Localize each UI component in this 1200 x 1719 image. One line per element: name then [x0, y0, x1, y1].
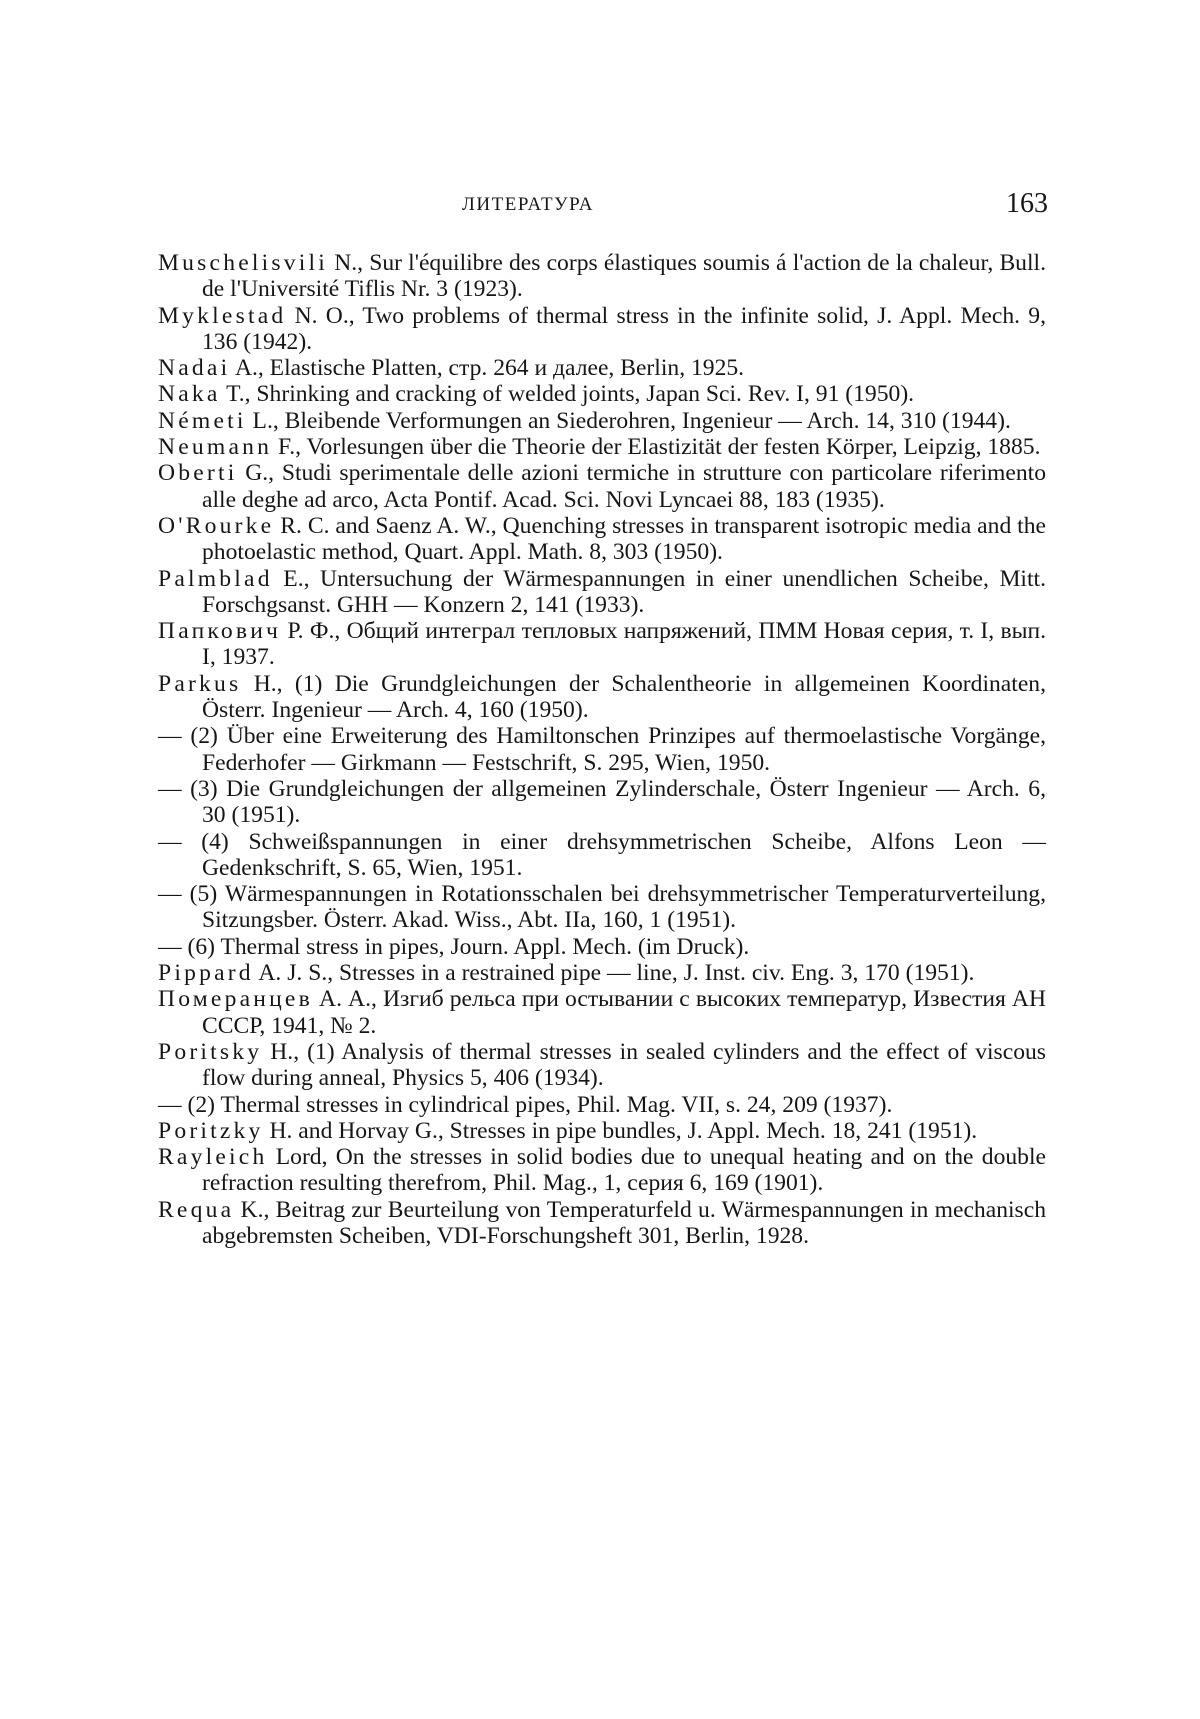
reference-entry	[158, 460, 1046, 513]
reference-entry	[158, 1144, 1046, 1197]
reference-entry	[158, 434, 1046, 460]
reference-entry	[158, 513, 1046, 566]
reference-text: H. and Horvay G., Stresses in pipe bundles, J. Appl. Mech. 18, 241 (1951).	[263, 1117, 978, 1144]
reference-entry	[158, 1118, 1046, 1144]
reference-text: — (2) Thermal stresses in cylindrical pipes, Phil. Mag. VII, s. 24, 209 (1937).	[158, 1091, 893, 1118]
reference-text: N., Sur l'équilibre des corps élastiques soumis á l'action de la chaleur, Bull. de l'Université Tiflis Nr. 3 (1923).	[202, 250, 1046, 303]
reference-author: O'Rourke	[158, 512, 275, 539]
reference-text: E., Untersuchung der Wärmespannungen in einer unendlichen Scheibe, Mitt. Forschgsanst. GHH — Konzern 2, 141 (1933).	[202, 565, 1046, 618]
reference-author: Poritsky	[158, 1038, 263, 1065]
reference-author: Myklestad	[158, 302, 287, 329]
reference-entry	[158, 566, 1046, 619]
reference-text: L., Bleibende Verformungen an Siederohren, Ingenieur — Arch. 14, 310 (1944).	[246, 407, 1011, 434]
reference-text: Lord, On the stresses in solid bodies due to unequal heating and on the double refraction resulting therefrom, Phil. Mag., 1, серия 6, 169 (1901).	[202, 1144, 1046, 1197]
reference-entry	[158, 303, 1046, 356]
reference-author: Папкович	[158, 618, 282, 645]
reference-text: A., Elastische Platten, стр. 264 и далее, Berlin, 1925.	[230, 355, 745, 382]
reference-text: G., Studi sperimentale delle azioni termiche in strutture con particolare riferimento alle deghe ad arco, Acta Pontif. Acad. Sci. Novi Lyncaei 88, 183 (1935).	[202, 460, 1046, 513]
reference-author: Neumann	[158, 434, 273, 461]
reference-text: — (5) Wärmespannungen in Rotationsschalen bei drehsymmetrischer Temperaturverteilung, Sitzungsber. Österr. Akad. Wiss., Abt. IIa, 160, 1 (1951).	[158, 881, 1046, 934]
reference-list	[158, 250, 1046, 1249]
reference-text: A. J. S., Stresses in a restrained pipe — line, J. Inst. civ. Eng. 3, 170 (1951).	[253, 960, 975, 987]
reference-entry	[158, 881, 1046, 934]
reference-entry	[158, 355, 1046, 381]
reference-text: N. O., Two problems of thermal stress in the infinite solid, J. Appl. Mech. 9, 136 (1942).	[202, 302, 1046, 355]
reference-entry	[158, 986, 1046, 1039]
reference-author: Requa	[158, 1196, 235, 1223]
reference-text: H., (1) Analysis of thermal stresses in sealed cylinders and the effect of viscous flow during anneal, Physics 5, 406 (1934).	[202, 1038, 1046, 1092]
reference-text: H., (1) Die Grundgleichungen der Schalentheorie in allgemeinen Koordinaten, Österr. Ingenieur — Arch. 4, 160 (1950).	[202, 670, 1046, 724]
reference-text: — (3) Die Grundgleichungen der allgemeinen Zylinderschale, Österr Ingenieur — Arch. 6, 30 (1951).	[158, 775, 1046, 829]
reference-author: Németi	[158, 407, 247, 434]
reference-entry	[158, 250, 1046, 303]
reference-text: — (6) Thermal stress in pipes, Journ. Appl. Mech. (im Druck).	[158, 933, 750, 960]
reference-text: K., Beitrag zur Beurteilung von Temperaturfeld u. Wärmespannungen in mechanisch abgebremsten Scheiben, VDI-Forschungsheft 301, Berlin, 1928.	[202, 1196, 1046, 1249]
reference-entry	[158, 1197, 1046, 1250]
reference-author: Palmblad	[158, 565, 273, 592]
reference-entry	[158, 776, 1046, 829]
reference-author: Померанцев	[158, 986, 313, 1013]
page-number: 163	[1006, 188, 1048, 219]
reference-text: T., Shrinking and cracking of welded joints, Japan Sci. Rev. I, 91 (1950).	[220, 381, 915, 408]
reference-author: Naka	[158, 381, 221, 408]
running-head	[0, 188, 1200, 228]
reference-entry	[158, 671, 1046, 724]
reference-text: R. C. and Saenz A. W., Quenching stresses in transparent isotropic media and the photoelastic method, Quart. Appl. Math. 8, 303 (1950).	[202, 512, 1046, 566]
reference-entry	[158, 934, 1046, 960]
reference-text: А. А., Изгиб рельса при остывании с высоких температур, Известия АН СССР, 1941, № 2.	[202, 986, 1046, 1039]
reference-entry	[158, 618, 1046, 671]
reference-entry	[158, 381, 1046, 407]
reference-text: — (2) Über eine Erweiterung des Hamiltonschen Prinzipes auf thermoelastische Vorgänge, Federhofer — Girkmann — Festschrift, S. 295, Wien, 1950.	[158, 723, 1046, 776]
reference-author: Oberti	[158, 460, 238, 487]
reference-author: Pippard	[158, 960, 254, 987]
reference-entry	[158, 960, 1046, 986]
reference-text: Р. Ф., Общий интеграл тепловых напряжений, ПММ Новая серия, т. I, вып. I, 1937.	[202, 618, 1046, 671]
reference-entry	[158, 408, 1046, 434]
reference-entry	[158, 1039, 1046, 1092]
reference-author: Poritzky	[158, 1117, 264, 1144]
reference-entry	[158, 829, 1046, 882]
reference-author: Rayleich	[158, 1144, 268, 1171]
reference-entry	[158, 723, 1046, 776]
reference-author: Parkus	[158, 670, 242, 697]
reference-entry	[158, 1092, 1046, 1118]
reference-author: Muschelisvili	[158, 250, 329, 276]
running-title: ЛИТЕРАТУРА	[462, 194, 594, 215]
reference-author: Nadai	[158, 355, 231, 382]
reference-text: F., Vorlesungen über die Theorie der Elastizität der festen Körper, Leipzig, 1885.	[272, 434, 1041, 461]
reference-text: — (4) Schweißspannungen in einer drehsymmetrischen Scheibe, Alfons Leon — Gedenkschrift, S. 65, Wien, 1951.	[158, 828, 1046, 881]
